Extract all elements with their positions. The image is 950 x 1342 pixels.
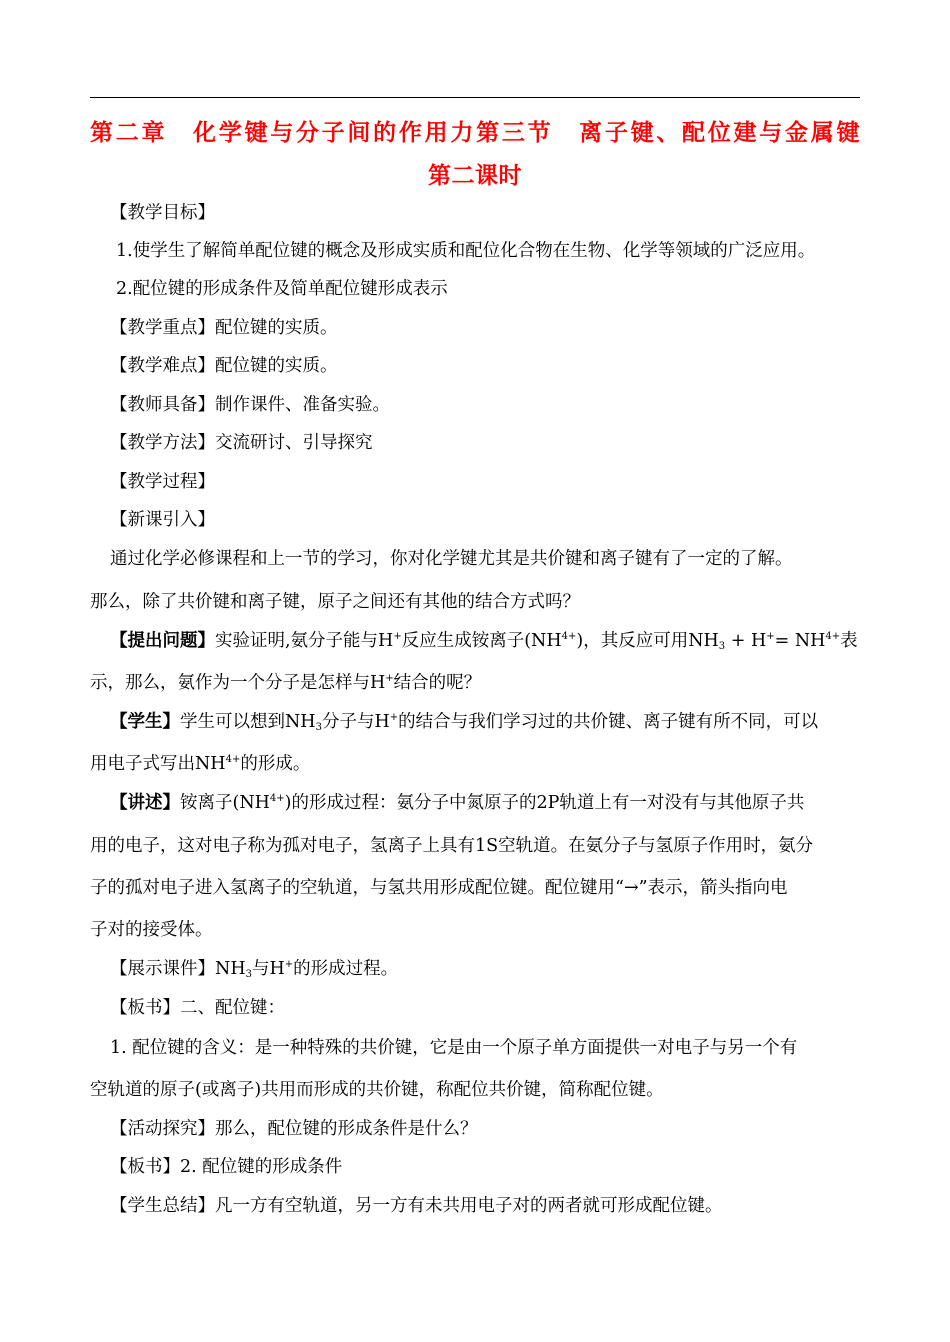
lecture-label: 【讲述】 (110, 793, 180, 813)
document-subtitle: 第二课时 (428, 162, 522, 189)
document-title: 第二章 化学键与分子间的作用力第三节 离子键、配位建与金属键 (90, 119, 860, 146)
student-summary: 【学生总结】凡一方有空轨道，另一方有未共用电子对的两者就可形成配位键。 (110, 1196, 723, 1216)
difficulty: 【教学难点】配位键的实质。 (110, 356, 338, 376)
demo-line: 【展示课件】$NH_3$与H+的形成过程。 (110, 959, 399, 980)
intro-paragraph-line-2: 那么，除了共价键和离子键，原子之间还有其他的结合方式吗？ (90, 592, 580, 612)
board-heading-1: 【板书】二、配位键： (110, 998, 285, 1018)
demo-label: 【展示课件】 (110, 959, 215, 979)
lecture-paragraph-line-2: 用的电子，这对电子称为孤对电子，氢离子上具有1S空轨道。在氨分子与氢原子作用时，氨分 (90, 836, 814, 856)
board-heading-2: 【板书】2. 配位键的形成条件 (110, 1157, 343, 1177)
lecture-paragraph-line-4: 子对的接受体。 (90, 920, 213, 940)
student-label: 【学生】 (110, 712, 180, 732)
lecture-paragraph-line-3: 子的孤对电子进入氢离子的空轨道，与氢共用形成配位键。配位键用“→”表示，箭头指向电 (90, 878, 788, 898)
goal-item-2: 2.配位键的形成条件及简单配位键形成表示 (116, 279, 448, 299)
definition-line-2: 空轨道的原子(或离子)共用而形成的共价键，称配位共价键，简称配位键。 (90, 1080, 664, 1100)
key-point: 【教学重点】配位键的实质。 (110, 318, 338, 338)
process-heading: 【教学过程】 (110, 472, 215, 492)
definition-line-1: 1. 配位键的含义：是一种特殊的共价键，它是由一个原子单方面提供一对电子与另一个有 (110, 1038, 798, 1058)
goal-item-1: 1.使学生了解简单配位键的概念及形成实质和配位化合物在生物、化学等领域的广泛应用。 (116, 241, 816, 261)
activity-line: 【活动探究】那么，配位键的形成条件是什么？ (110, 1119, 478, 1139)
goals-heading: 【教学目标】 (110, 203, 215, 223)
question-paragraph-line-1: 【提出问题】实验证明,氨分子能与H+反应生成铵离子$(NH^{4+})$，其反应可用$NH_3 + H^+= NH^{4+}$表 (110, 631, 858, 652)
question-label: 【提出问题】 (110, 631, 215, 651)
student-paragraph-line-1: 【学生】学生可以想到$NH_3$分子与H+的结合与我们学习过的共价键、离子键有所不同，可以 (110, 712, 819, 733)
teaching-method: 【教学方法】交流研讨、引导探究 (110, 433, 373, 453)
teacher-prep: 【教师具备】制作课件、准备实验。 (110, 395, 390, 415)
lecture-paragraph-line-1: 【讲述】铵离子$(NH^{4+})$的形成过程：氨分子中氮原子的2P轨道上有一对没有与其他原子共 (110, 793, 805, 813)
intro-paragraph-line-1: 通过化学必修课程和上一节的学习，你对化学键尤其是共价键和离子键有了一定的了解。 (110, 549, 793, 569)
question-paragraph-line-2: 示，那么，氨作为一个分子是怎样与H+结合的呢？ (90, 673, 482, 693)
intro-heading: 【新课引入】 (110, 510, 215, 530)
header-rule (90, 97, 860, 98)
student-paragraph-line-2: 用电子式写出$NH^{4+}$的形成。 (90, 754, 311, 774)
